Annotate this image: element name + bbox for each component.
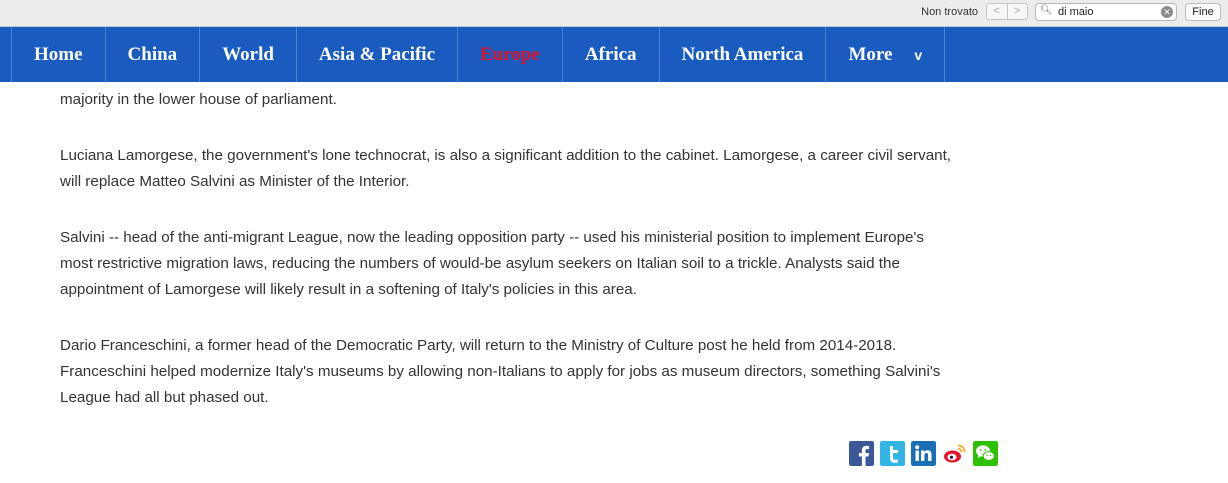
article-body — [60, 82, 960, 441]
wechat-icon[interactable] — [973, 441, 998, 466]
article-paragraph: Dario Franceschini, a former head of the Democratic Party, will return to the Ministry of Culture post he held from 2014-2018. Franceschini helped modernize Italy's museums by allowing non-Italians to apply for jobs as museum directors, something Salvini's League had all but phased out. — [60, 337, 941, 406]
clear-icon[interactable]: ✕ — [1161, 6, 1173, 18]
facebook-icon[interactable] — [849, 441, 874, 466]
nav-item-world[interactable]: World — [200, 27, 297, 82]
main-nav — [0, 27, 1228, 82]
nav-more-label: More — [848, 44, 893, 65]
find-status: Non trovato — [921, 6, 978, 18]
article-paragraph: Salvini -- head of the anti-migrant League, now the leading opposition party -- used his ministerial position to implement Europe's most restrictive migration laws, reducing the numbers of would-be asylum seekers on Italian soil to a trickle. Analysts said the appointment of Lamorgese will likely result in a softening of Italy's policies in this area. — [60, 229, 924, 298]
find-nav-arrows — [986, 3, 1028, 20]
find-field[interactable] — [1035, 3, 1177, 21]
nav-item-more[interactable] — [826, 27, 945, 82]
article-paragraph: majority in the lower house of parliament. — [60, 91, 337, 108]
nav-item-china[interactable]: China — [106, 27, 201, 82]
nav-list — [11, 27, 945, 82]
weibo-icon[interactable] — [942, 441, 967, 466]
find-bar — [0, 0, 1228, 27]
find-next-button[interactable]: > — [1007, 4, 1028, 19]
chevron-down-icon: v — [914, 47, 923, 63]
nav-item-asia-pacific[interactable]: Asia & Pacific — [297, 27, 458, 82]
nav-item-north-america[interactable]: North America — [660, 27, 827, 82]
nav-item-europe[interactable]: Europe — [458, 27, 563, 82]
search-icon[interactable]: 🔍︎ — [1040, 5, 1053, 16]
find-input[interactable] — [1058, 5, 1150, 19]
find-previous-button[interactable]: < — [993, 5, 1000, 17]
twitter-icon[interactable] — [880, 441, 905, 466]
nav-item-africa[interactable]: Africa — [563, 27, 660, 82]
nav-item-home[interactable]: Home — [12, 27, 106, 82]
article-paragraph: Luciana Lamorgese, the government's lone technocrat, is also a significant addition to the cabinet. Lamorgese, a career civil servant, will replace Matteo Salvini as Minister of the Interior. — [60, 147, 952, 190]
find-done-button[interactable]: Fine — [1185, 3, 1221, 21]
linkedin-icon[interactable] — [911, 441, 936, 466]
share-bar — [849, 441, 998, 466]
